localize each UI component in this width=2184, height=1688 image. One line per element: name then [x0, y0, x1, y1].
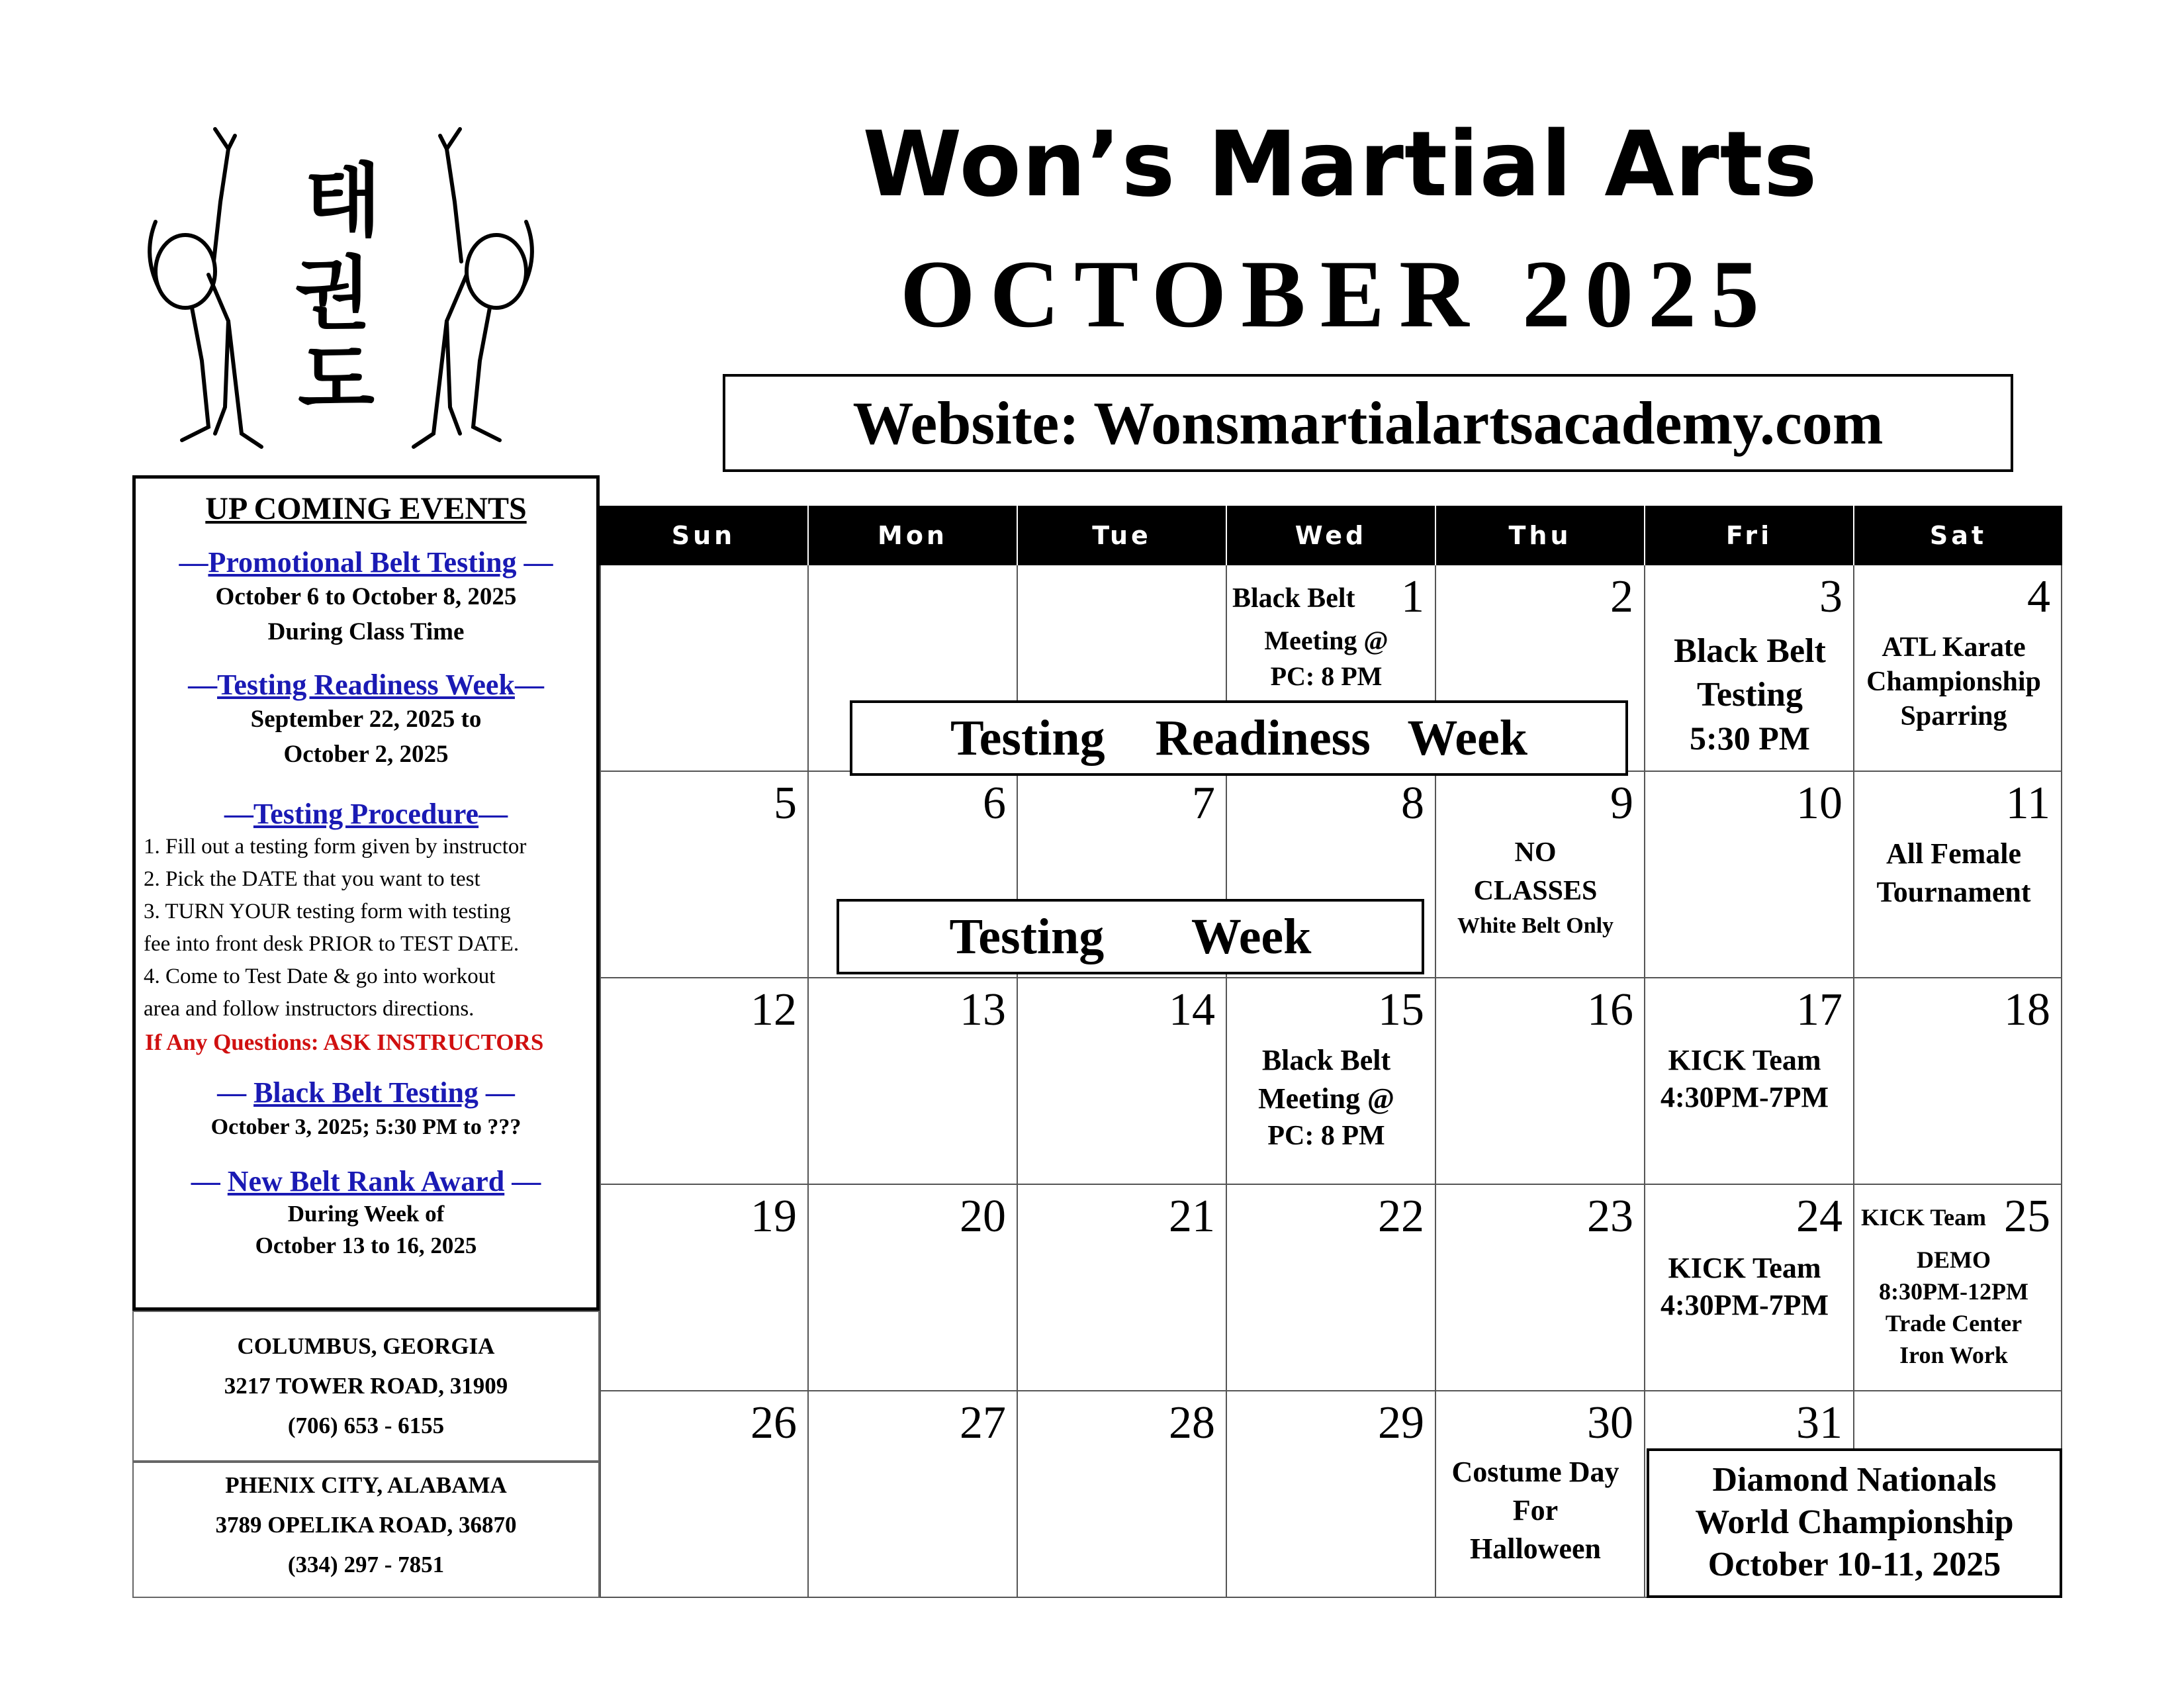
day-number: 20 — [960, 1191, 1006, 1242]
readiness-start: September 22, 2025 to — [250, 706, 482, 733]
diamond-line: World Championship — [1695, 1503, 2014, 1541]
right-kicker-figure — [414, 129, 532, 447]
testing-readiness-link[interactable]: Testing Readiness Week — [217, 669, 515, 701]
location-columbus — [132, 1311, 600, 1462]
day-number: 29 — [1378, 1397, 1424, 1448]
event-text: PC: 8 PM — [1270, 661, 1383, 691]
day-cell-oct-12[interactable] — [600, 978, 809, 1185]
testing-procedure-link[interactable]: Testing Procedure — [253, 798, 479, 830]
day-number: 3 — [1819, 571, 1843, 622]
day-header-sat: Sat — [1854, 506, 2062, 565]
day-cell-oct-27[interactable] — [809, 1391, 1018, 1598]
day-cell-oct-26[interactable] — [600, 1391, 809, 1598]
event-text: Trade Center — [1885, 1310, 2023, 1336]
promo-time: During Class Time — [267, 618, 465, 645]
day-header-mon: Mon — [809, 506, 1017, 565]
taekwondo-logo — [129, 122, 559, 460]
day-number: 14 — [1169, 984, 1215, 1035]
day-cell-oct-17[interactable] — [1645, 978, 1854, 1185]
testing-readiness-week-band: Testing Readiness Week — [850, 700, 1628, 776]
day-cell-oct-15[interactable] — [1227, 978, 1436, 1185]
day-cell-oct-5[interactable] — [600, 772, 809, 978]
day-number: 24 — [1796, 1191, 1843, 1242]
day-number: 27 — [960, 1397, 1006, 1448]
day-cell-oct-9[interactable] — [1436, 772, 1645, 978]
day-cell-oct-18[interactable] — [1854, 978, 2062, 1185]
day-header-tue: Tue — [1018, 506, 1226, 565]
procedure-step: area and follow instructors directions. — [144, 997, 475, 1021]
day-number: 4 — [2027, 571, 2050, 622]
day-number: 7 — [1192, 778, 1215, 829]
day-number: 28 — [1169, 1397, 1215, 1448]
award-week: During Week of — [287, 1201, 445, 1227]
day-number: 6 — [983, 778, 1006, 829]
black-belt-testing-heading: — Black Belt Testing — — [217, 1076, 515, 1109]
event-text: Costume Day — [1451, 1456, 1619, 1488]
event-text: White Belt Only — [1457, 914, 1614, 938]
day-number: 10 — [1796, 778, 1843, 829]
diamond-line: Diamond Nationals — [1712, 1461, 1997, 1499]
event-text: 8:30PM-12PM — [1879, 1278, 2028, 1305]
day-number: 23 — [1587, 1191, 1633, 1242]
event-text: Iron Work — [1899, 1342, 2008, 1368]
procedure-step: fee into front desk PRIOR to TEST DATE. — [144, 932, 520, 956]
event-text: PC: 8 PM — [1267, 1121, 1385, 1151]
day-number: 31 — [1796, 1397, 1843, 1448]
procedure-step: 4. Come to Test Date & go into workout — [144, 964, 496, 988]
procedure-step: 3. TURN YOUR testing form with testing — [144, 900, 511, 923]
day-number: 12 — [751, 984, 797, 1035]
event-text: 4:30PM-7PM — [1660, 1081, 1829, 1113]
new-belt-award-link[interactable]: New Belt Rank Award — [227, 1165, 505, 1197]
event-text: Halloween — [1470, 1532, 1601, 1565]
hangul-taekwondo — [295, 156, 381, 426]
event-text: DEMO — [1917, 1246, 1991, 1273]
day-number: 15 — [1378, 984, 1424, 1035]
day-number: 21 — [1169, 1191, 1215, 1242]
location-street: 3217 TOWER ROAD, 31909 — [224, 1373, 508, 1399]
location-phone: (334) 297 - 7851 — [287, 1552, 445, 1577]
procedure-step: 2. Pick the DATE that you want to test — [144, 867, 480, 891]
day-cell-empty — [600, 565, 809, 772]
events-title: UP COMING EVENTS — [205, 491, 527, 526]
day-number: 22 — [1378, 1191, 1424, 1242]
event-text: Black Belt — [1261, 1044, 1391, 1076]
day-number: 11 — [2005, 778, 2050, 829]
day-cell-oct-10[interactable] — [1645, 772, 1854, 978]
new-belt-award-heading: — New Belt Rank Award — — [191, 1165, 541, 1197]
day-cell-oct-19[interactable] — [600, 1185, 809, 1391]
readiness-end: October 2, 2025 — [283, 741, 449, 768]
event-text: Black Belt — [1674, 632, 1826, 670]
event-text: Testing — [1697, 676, 1803, 714]
event-text: For — [1512, 1494, 1559, 1526]
page-title: Won’s Martial Arts — [862, 113, 1818, 217]
day-cell-oct-21[interactable] — [1018, 1185, 1227, 1391]
day-cell-oct-22[interactable] — [1227, 1185, 1436, 1391]
event-text: Sparring — [1900, 701, 2007, 731]
day-header-sun: Sun — [600, 506, 807, 565]
promotional-belt-testing-link[interactable]: Promotional Belt Testing — [208, 546, 517, 579]
calendar-grid — [600, 506, 2062, 1598]
location-city: PHENIX CITY, ALABAMA — [225, 1472, 507, 1498]
procedure-step: 1. Fill out a testing form given by instructor — [144, 835, 527, 859]
day-cell-oct-20[interactable] — [809, 1185, 1018, 1391]
day-number: 30 — [1587, 1397, 1633, 1448]
day-cell-oct-11[interactable] — [1854, 772, 2062, 978]
event-text: KICK Team — [1668, 1044, 1821, 1076]
day-number: 17 — [1796, 984, 1843, 1035]
event-text: All Female — [1886, 837, 2022, 870]
day-number: 18 — [2004, 984, 2050, 1035]
hangul-char-1: 태 — [304, 156, 381, 248]
day-cell-oct-30[interactable] — [1436, 1391, 1645, 1598]
hangul-char-2: 권 — [295, 248, 371, 340]
day-number: 5 — [774, 778, 797, 829]
location-street: 3789 OPELIKA ROAD, 36870 — [215, 1512, 517, 1538]
day-cell-oct-14[interactable] — [1018, 978, 1227, 1185]
event-text: Black Belt — [1232, 583, 1355, 614]
black-belt-testing-date: October 3, 2025; 5:30 PM to ??? — [210, 1115, 522, 1139]
day-cell-oct-13[interactable] — [809, 978, 1018, 1185]
day-number: 26 — [751, 1397, 797, 1448]
day-header-fri: Fri — [1645, 506, 1853, 565]
day-cell-oct-16[interactable] — [1436, 978, 1645, 1185]
day-cell-oct-28[interactable] — [1018, 1391, 1227, 1598]
testing-week-band: Testing Week — [837, 899, 1424, 974]
promo-date: October 6 to October 8, 2025 — [215, 583, 517, 610]
event-text: Championship — [1866, 667, 2041, 697]
promotional-belt-testing-heading: —Promotional Belt Testing — — [179, 546, 553, 579]
black-belt-testing-link[interactable]: Black Belt Testing — [253, 1076, 478, 1109]
upcoming-events-panel — [132, 475, 600, 1311]
event-text: 4:30PM-7PM — [1660, 1289, 1829, 1321]
day-cell-oct-3[interactable] — [1645, 565, 1854, 772]
location-phone: (706) 653 - 6155 — [287, 1413, 445, 1438]
testing-procedure-heading: —Testing Procedure— — [224, 798, 508, 830]
day-number: 16 — [1587, 984, 1633, 1035]
event-text: Tournament — [1876, 876, 2031, 908]
day-number: 1 — [1401, 571, 1424, 622]
day-number: 19 — [751, 1191, 797, 1242]
event-text: ATL Karate — [1882, 632, 2026, 663]
day-number: 2 — [1610, 571, 1633, 622]
ask-instructors-note: If Any Questions: ASK INSTRUCTORS — [145, 1029, 544, 1055]
day-number: 13 — [960, 984, 1006, 1035]
day-cell-oct-24[interactable] — [1645, 1185, 1854, 1391]
event-text: NO — [1514, 837, 1557, 868]
event-text: Meeting @ — [1258, 1082, 1394, 1115]
left-kicker-figure — [150, 129, 261, 447]
day-cell-oct-4[interactable] — [1854, 565, 2062, 772]
event-text: KICK Team — [1861, 1204, 1987, 1231]
day-number: 9 — [1610, 778, 1633, 829]
testing-readiness-heading: —Testing Readiness Week— — [188, 669, 544, 701]
event-text: CLASSES — [1473, 876, 1598, 906]
month-title: OCTOBER 2025 — [899, 240, 1774, 348]
event-text: KICK Team — [1668, 1252, 1821, 1284]
location-city: COLUMBUS, GEORGIA — [237, 1333, 495, 1359]
event-text: 5:30 PM — [1690, 720, 1810, 757]
day-header-thu: Thu — [1436, 506, 1644, 565]
award-dates: October 13 to 16, 2025 — [255, 1233, 477, 1258]
day-cell-oct-29[interactable] — [1227, 1391, 1436, 1598]
diamond-nationals-box — [1647, 1448, 2062, 1598]
day-cell-oct-25[interactable] — [1854, 1185, 2062, 1391]
diamond-line: October 10-11, 2025 — [1707, 1546, 2001, 1583]
day-number: 25 — [2004, 1191, 2050, 1242]
day-header-wed: Wed — [1227, 506, 1435, 565]
website-banner: Website: Wonsmartialartsacademy.com — [723, 374, 2013, 472]
event-text: Meeting @ — [1264, 626, 1388, 655]
day-cell-oct-23[interactable] — [1436, 1185, 1645, 1391]
day-number: 8 — [1401, 778, 1424, 829]
location-phenix-city — [132, 1462, 600, 1598]
hangul-char-3: 도 — [298, 334, 375, 426]
